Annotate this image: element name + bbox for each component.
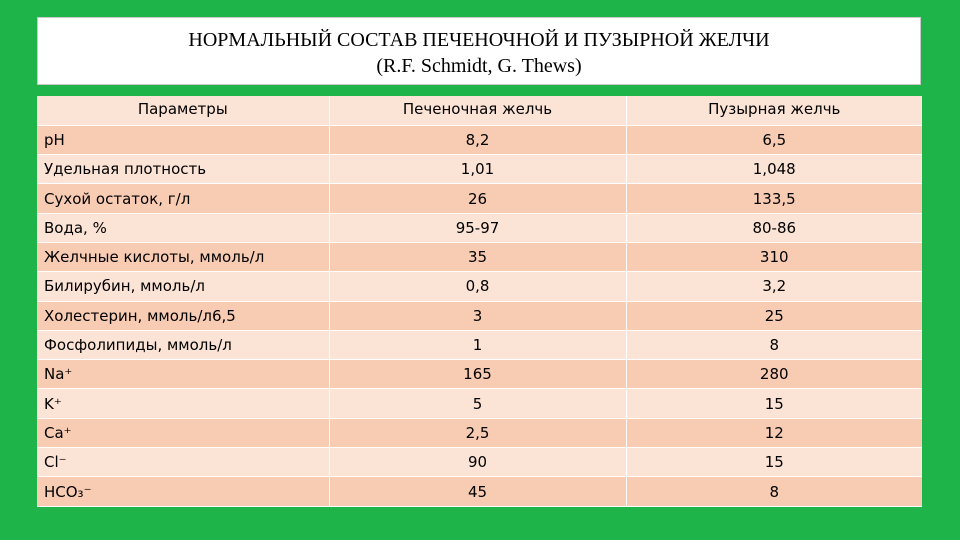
- param-cell: Ca⁺: [37, 418, 329, 447]
- param-cell: HCO₃⁻: [37, 477, 329, 506]
- hepatic-value-cell: 165: [329, 360, 626, 389]
- gallbladder-value-cell: 15: [626, 389, 922, 418]
- gallbladder-value-cell: 12: [626, 418, 922, 447]
- param-cell: Сухой остаток, г/л: [37, 184, 329, 213]
- param-cell: pH: [37, 125, 329, 154]
- table-row: [37, 184, 922, 213]
- param-cell: K⁺: [37, 389, 329, 418]
- table-row: [37, 330, 922, 359]
- param-cell: Холестерин, ммоль/л6,5: [37, 301, 329, 330]
- hepatic-value-cell: 5: [329, 389, 626, 418]
- param-cell: Вода, %: [37, 213, 329, 242]
- title-line-1: НОРМАЛЬНЫЙ СОСТАВ ПЕЧЕНОЧНОЙ И ПУЗЫРНОЙ ЖЕЛЧИ: [188, 29, 770, 51]
- table-row: [37, 242, 922, 271]
- header-hepatic-bile: Печеночная желчь: [329, 96, 626, 125]
- table-row: [37, 477, 922, 506]
- table-row: [37, 155, 922, 184]
- gallbladder-value-cell: 15: [626, 448, 922, 477]
- hepatic-value-cell: 1,01: [329, 155, 626, 184]
- hepatic-value-cell: 90: [329, 448, 626, 477]
- param-cell: Cl⁻: [37, 448, 329, 477]
- table-row: [37, 418, 922, 447]
- title-box: [37, 17, 921, 85]
- table-row: [37, 272, 922, 301]
- header-parameters: Параметры: [37, 96, 329, 125]
- gallbladder-value-cell: 3,2: [626, 272, 922, 301]
- hepatic-value-cell: 0,8: [329, 272, 626, 301]
- gallbladder-value-cell: 25: [626, 301, 922, 330]
- param-cell: Билирубин, ммоль/л: [37, 272, 329, 301]
- table-header-row: [37, 96, 922, 125]
- gallbladder-value-cell: 310: [626, 242, 922, 271]
- table-row: [37, 301, 922, 330]
- table-row: [37, 360, 922, 389]
- hepatic-value-cell: 2,5: [329, 418, 626, 447]
- bile-composition-table: [37, 96, 922, 504]
- hepatic-value-cell: 8,2: [329, 125, 626, 154]
- gallbladder-value-cell: 80-86: [626, 213, 922, 242]
- header-gallbladder-bile: Пузырная желчь: [626, 96, 922, 125]
- hepatic-value-cell: 26: [329, 184, 626, 213]
- gallbladder-value-cell: 133,5: [626, 184, 922, 213]
- param-cell: Фосфолипиды, ммоль/л: [37, 330, 329, 359]
- hepatic-value-cell: 45: [329, 477, 626, 506]
- table-row: [37, 448, 922, 477]
- gallbladder-value-cell: 6,5: [626, 125, 922, 154]
- gallbladder-value-cell: 8: [626, 477, 922, 506]
- param-cell: Удельная плотность: [37, 155, 329, 184]
- hepatic-value-cell: 1: [329, 330, 626, 359]
- table-row: [37, 125, 922, 154]
- gallbladder-value-cell: 280: [626, 360, 922, 389]
- gallbladder-value-cell: 1,048: [626, 155, 922, 184]
- hepatic-value-cell: 3: [329, 301, 626, 330]
- param-cell: Желчные кислоты, ммоль/л: [37, 242, 329, 271]
- table-row: [37, 213, 922, 242]
- hepatic-value-cell: 95-97: [329, 213, 626, 242]
- hepatic-value-cell: 35: [329, 242, 626, 271]
- title-line-2: (R.F. Schmidt, G. Thews): [376, 55, 582, 77]
- param-cell: Na⁺: [37, 360, 329, 389]
- table-row: [37, 389, 922, 418]
- gallbladder-value-cell: 8: [626, 330, 922, 359]
